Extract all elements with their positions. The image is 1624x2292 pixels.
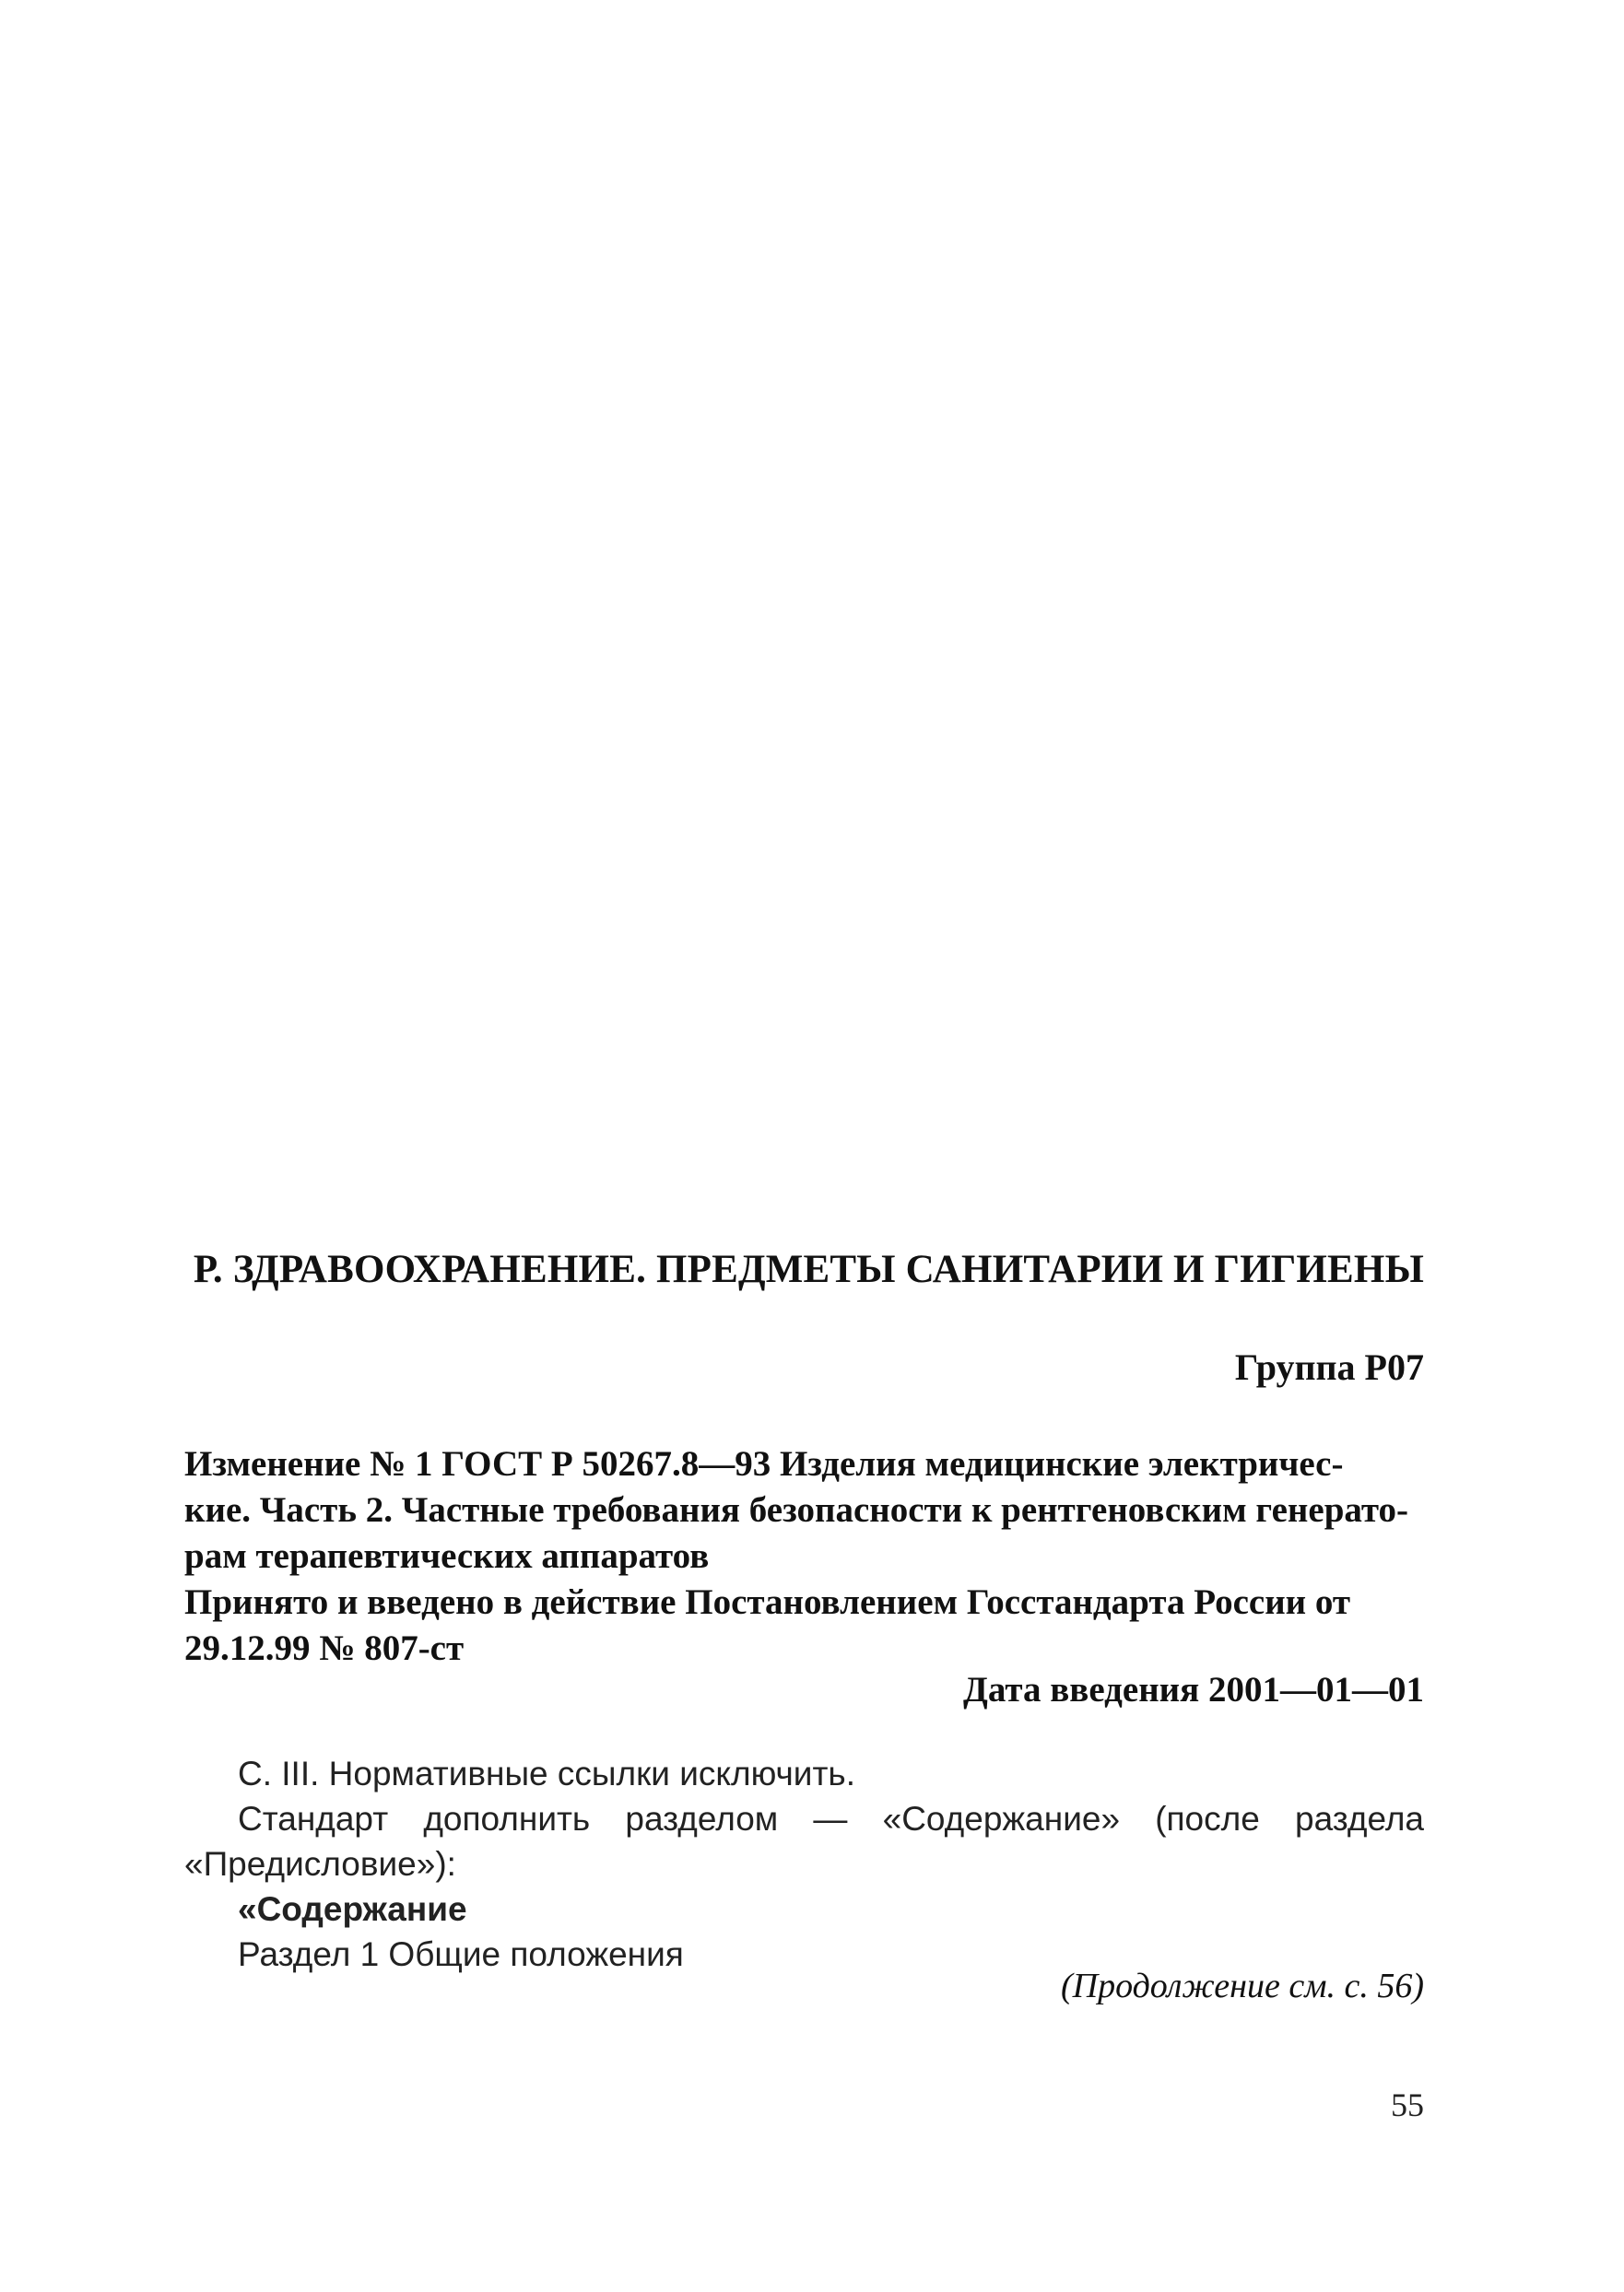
toc-heading: «Содержание — [238, 1890, 467, 1928]
toc-item: Раздел 1 Общие положения — [238, 1935, 684, 1973]
body-text — [184, 1751, 1424, 1977]
amendment-title-line-1: Изменение № 1 ГОСТ Р 50267.8—93 Изделия медицинские электричес- — [184, 1444, 1344, 1484]
amendment-title-line-3: рам терапевтических аппаратов — [184, 1536, 710, 1576]
page-number: 55 — [1391, 2086, 1424, 2123]
body-paragraph-2: Стандарт дополнить разделом — «Содержание» (после раздела «Предисловие»): — [184, 1800, 1424, 1883]
section-header: Р. ЗДРАВООХРАНЕНИЕ. ПРЕДМЕТЫ САНИТАРИИ И ГИГИЕНЫ — [193, 1248, 1424, 1291]
amendment-title-line-2: кие. Часть 2. Частные требования безопасности к рентгеновским генерато- — [184, 1490, 1409, 1530]
body-paragraph-1: С. III. Нормативные ссылки исключить. — [238, 1755, 855, 1792]
amendment-adopted-line-2: 29.12.99 № 807-ст — [184, 1628, 465, 1668]
continuation-note: (Продолжение см. с. 56) — [1060, 1967, 1424, 2005]
amendment-block — [184, 1441, 1424, 1672]
introduction-date: Дата введения 2001—01—01 — [963, 1670, 1424, 1710]
group-code: Группа Р07 — [1234, 1346, 1424, 1388]
amendment-adopted-line-1: Принято и введено в действие Постановлением Госстандарта России от — [184, 1582, 1351, 1622]
